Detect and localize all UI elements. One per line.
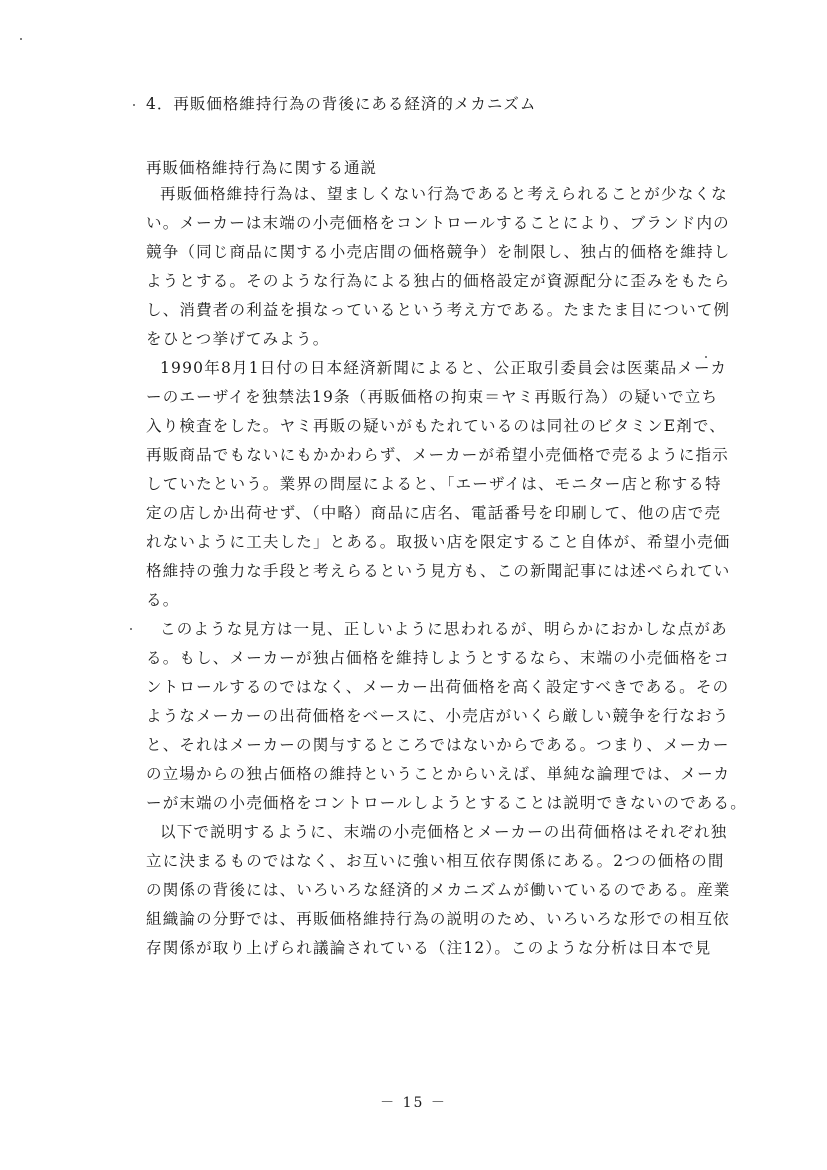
text-line: 再販価格維持行為は、望ましくない行為であると考えられることが少なくな — [160, 185, 728, 203]
text-line: をひとつ挙げてみよう。 — [146, 330, 330, 348]
scan-speck — [133, 104, 135, 106]
text-line: 存関係が取り上げられ議論されている（注12）。このような分析は日本で見 — [146, 939, 712, 957]
text-line: の立場からの独占価格の維持ということからいえば、単純な論理では、メーカ — [146, 765, 731, 783]
text-line: 定の店しか出荷せず、（中略）商品に店名、電話番号を印刷して、他の店で売 — [146, 504, 722, 522]
text-line: ようとする。そのような行為による独占的価格設定が資源配分に歪みをもたら — [146, 272, 731, 290]
text-line: 1990年8月1日付の日本経済新聞によると、公正取引委員会は医薬品メーカ — [160, 359, 728, 377]
text-line: ようなメーカーの出荷価格をベースに、小売店がいくら厳しい競争を行なおう — [146, 707, 730, 725]
text-line: ーのエーザイを独禁法19条（再販価格の拘束＝ヤミ再販行為）の疑いで立ち — [146, 388, 719, 406]
body-text — [146, 180, 747, 963]
subheading: 再販価格維持行為に関する通説 — [146, 159, 378, 177]
text-line: る。 — [146, 591, 180, 609]
text-line: していたという。業界の問屋によると、「エーザイは、モニター店と称する特 — [146, 475, 722, 493]
text-line: る。もし、メーカーが独占価格を維持しようとするなら、末端の小売価格をコ — [146, 649, 731, 667]
text-line: ーが末端の小売価格をコントロールしようとすることは説明できないのである。 — [146, 794, 747, 812]
text-line: ントロールするのではなく、メーカー出荷価格を高く設定すべきである。その — [146, 678, 730, 696]
text-line: い。メーカーは末端の小売価格をコントロールすることにより、ブランド内の — [146, 214, 730, 232]
text-line: 格維持の強力な手段と考えらるという見方も、この新聞記事には述べられてい — [146, 562, 731, 580]
text-line: 組織論の分野では、再販価格維持行為の説明のため、いろいろな形での相互依 — [146, 910, 730, 928]
scan-speck — [705, 356, 707, 358]
section-heading: 4．再販価格維持行為の背後にある経済的メカニズム — [146, 95, 537, 113]
page-number: － 15 － — [380, 1095, 447, 1111]
text-line: 入り検査をした。ヤミ再販の疑いがもたれているのは同社のビタミンE剤で、 — [146, 417, 727, 435]
text-line: 立に決まるものではなく、お互いに強い相互依存関係にある。2つの価格の間 — [146, 852, 725, 870]
text-line: 競争（同じ商品に関する小売店間の価格競争）を制限し、独占的価格を維持し — [146, 243, 731, 261]
text-line: 以下で説明するように、末端の小売価格とメーカーの出荷価格はそれぞれ独 — [160, 823, 728, 841]
text-line: このような見方は一見、正しいように思われるが、明らかにおかしな点があ — [160, 620, 728, 638]
text-line: れないように工夫した」とある。取扱い店を限定すること自体が、希望小売価 — [146, 533, 731, 551]
text-line: と、それはメーカーの関与するところではないからである。つまり、メーカー — [146, 736, 730, 754]
text-line: し、消費者の利益を損なっているという考え方である。たまたま目について例 — [146, 301, 731, 319]
text-line: の関係の背後には、いろいろな経済的メカニズムが働いているのである。産業 — [146, 881, 731, 899]
text-line: 再販商品でもないにもかかわらず、メーカーが希望小売価格で売るように指示 — [146, 446, 729, 464]
scan-speck — [130, 628, 132, 630]
scan-speck — [20, 38, 22, 40]
